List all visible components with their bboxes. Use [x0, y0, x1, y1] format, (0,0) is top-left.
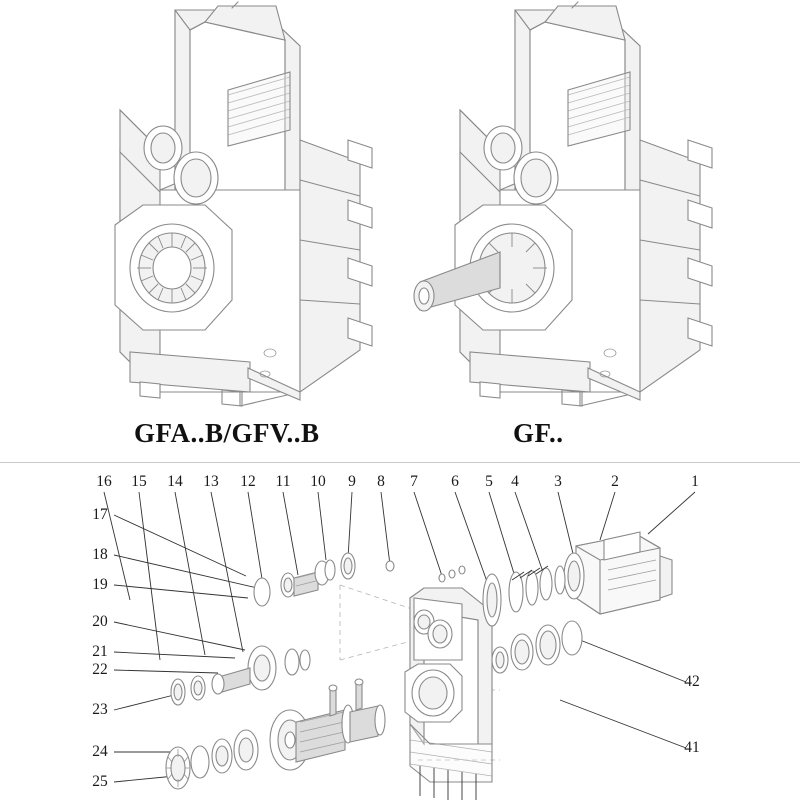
callout-number-16: 16 [96, 473, 112, 490]
callout-number-7: 7 [410, 473, 418, 490]
callout-number-23: 23 [92, 701, 108, 718]
callout-number-10: 10 [310, 473, 326, 490]
callout-number-2: 2 [611, 473, 619, 490]
left-gearbox-drawing [115, 2, 372, 406]
callout-number-3: 3 [554, 473, 562, 490]
callout-number-14: 14 [167, 473, 183, 490]
motor-adapter-part [564, 532, 672, 614]
callout-number-19: 19 [92, 576, 108, 593]
callout-number-11: 11 [275, 473, 291, 490]
exploded-assembly-drawing [104, 492, 695, 800]
callout-number-22: 22 [92, 661, 108, 678]
callout-number-20: 20 [92, 613, 108, 630]
callout-number-21: 21 [92, 643, 108, 660]
gear-row-middle [171, 646, 310, 705]
fastener-row [386, 561, 465, 582]
callout-number-24: 24 [92, 743, 108, 760]
section-divider [0, 462, 800, 463]
callout-number-18: 18 [92, 546, 108, 563]
callout-number-8: 8 [377, 473, 385, 490]
caption-left-figure: GFA..B/GFV..B [134, 418, 320, 448]
housing-part [405, 588, 492, 800]
right-gearbox-drawing [414, 2, 712, 406]
callout-number-12: 12 [240, 473, 256, 490]
callout-number-15: 15 [131, 473, 147, 490]
callout-number-5: 5 [485, 473, 493, 490]
callout-number-25: 25 [92, 773, 108, 790]
callout-number-17: 17 [92, 506, 108, 523]
callout-number-4: 4 [511, 473, 519, 490]
callout-number-41: 41 [684, 739, 700, 756]
caption-right-figure: GF.. [513, 418, 564, 448]
callout-number-6: 6 [451, 473, 459, 490]
callout-number-9: 9 [348, 473, 356, 490]
callout-number-42: 42 [684, 673, 700, 690]
callout-number-13: 13 [203, 473, 219, 490]
callout-number-1: 1 [691, 473, 699, 490]
